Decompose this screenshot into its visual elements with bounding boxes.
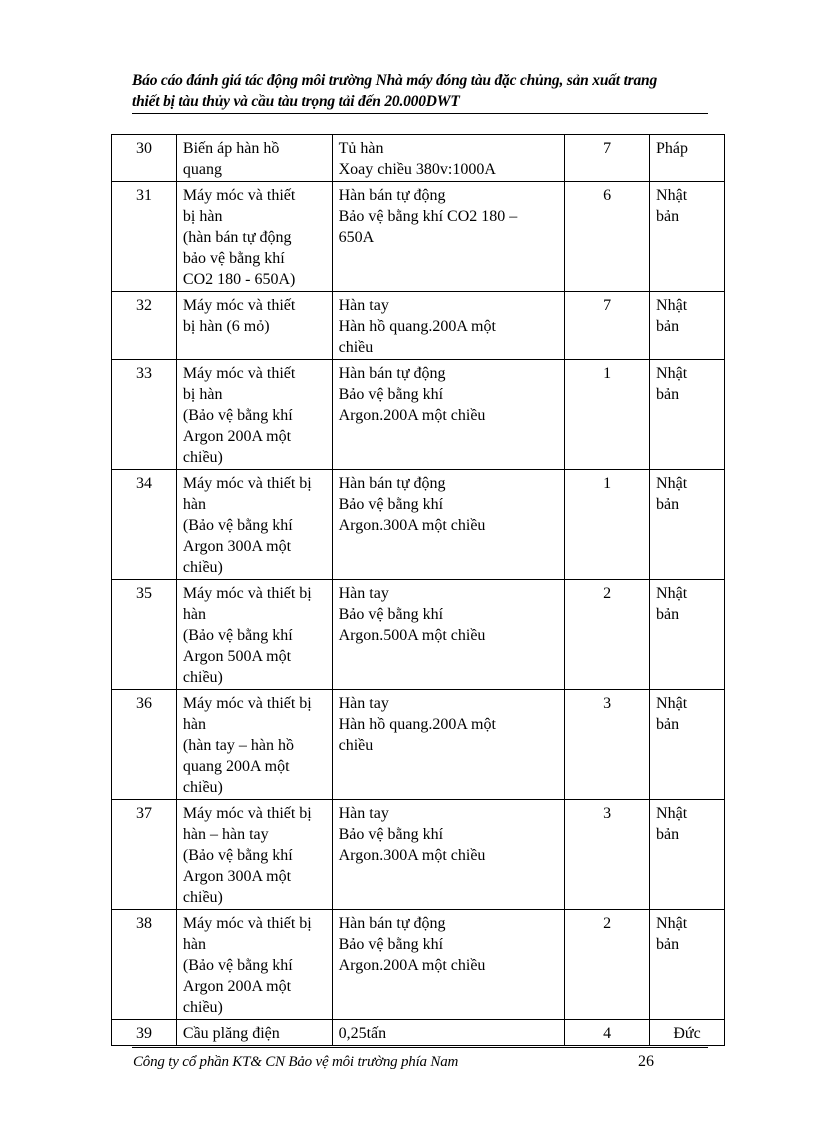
quantity-cell: 3 [565, 800, 650, 910]
table-row [112, 690, 725, 800]
document-header [132, 70, 708, 112]
quantity-cell: 3 [565, 690, 650, 800]
specification-cell [332, 182, 565, 292]
origin-cell-line: Nhật [656, 297, 688, 314]
specification-cell-line: Bảo vệ bằng khí [338, 936, 444, 953]
specification-cell [332, 690, 565, 800]
table-row [112, 910, 725, 1020]
specification-cell [332, 135, 565, 182]
equipment-name-cell [176, 182, 332, 292]
equipment-name-cell-line: hàn – hàn tay [182, 826, 269, 843]
specification-cell-line: Argon.300A một chiều [338, 847, 486, 864]
origin-cell [650, 470, 725, 580]
specification-cell-line: 0,25tấn [338, 1025, 387, 1042]
specification-cell [332, 800, 565, 910]
quantity-cell: 2 [565, 910, 650, 1020]
page-number: 26 [638, 1053, 654, 1070]
equipment-name-cell-line: Argon 300A một [182, 538, 292, 555]
row-number-cell: 33 [112, 360, 177, 470]
equipment-name-cell-line: bị hàn (6 mỏ) [182, 318, 270, 335]
row-number-cell: 38 [112, 910, 177, 1020]
equipment-name-cell [176, 292, 332, 360]
equipment-name-cell [176, 360, 332, 470]
equipment-name-cell-line: (Bảo vệ bằng khí [182, 957, 293, 974]
origin-cell [650, 182, 725, 292]
origin-cell [650, 910, 725, 1020]
row-number-cell: 30 [112, 135, 177, 182]
quantity-cell: 7 [565, 135, 650, 182]
specification-cell-line: Bảo vệ bằng khí CO2 180 – [338, 208, 518, 225]
specification-cell-line: Bảo vệ bằng khí [338, 606, 444, 623]
equipment-name-cell-line: bảo vệ bằng khí [182, 250, 285, 267]
specification-cell-line: Argon.200A một chiều [338, 407, 486, 424]
specification-cell-line: Argon.200A một chiều [338, 957, 486, 974]
table-row [112, 800, 725, 910]
origin-cell-line: Nhật [656, 585, 688, 602]
equipment-name-cell [176, 690, 332, 800]
equipment-name-cell-line: (hàn tay – hàn hồ [182, 737, 294, 754]
equipment-name-cell-line: Máy móc và thiết [182, 365, 296, 382]
equipment-name-cell-line: hàn [182, 716, 206, 733]
origin-cell [650, 690, 725, 800]
origin-cell [650, 580, 725, 690]
header-divider [132, 113, 708, 114]
equipment-name-cell-line: (Bảo vệ bằng khí [182, 627, 293, 644]
quantity-cell: 2 [565, 580, 650, 690]
specification-cell [332, 1020, 565, 1046]
equipment-name-cell-line: Argon 500A một [182, 648, 292, 665]
row-number-cell: 34 [112, 470, 177, 580]
equipment-name-cell-line: (Bảo vệ bằng khí [182, 847, 293, 864]
equipment-name-cell-line: bị hàn [182, 208, 223, 225]
specification-cell-line: Tủ hàn [338, 140, 384, 157]
equipment-name-cell-line: Argon 200A một [182, 978, 292, 995]
table-row [112, 1020, 725, 1046]
row-number-cell: 39 [112, 1020, 177, 1046]
specification-cell-line: Argon.300A một chiều [338, 517, 486, 534]
equipment-name-cell-line: Biến áp hàn hồ [182, 140, 280, 157]
equipment-name-cell [176, 580, 332, 690]
equipment-name-cell-line: Cầu plăng điện [182, 1025, 280, 1042]
origin-cell-line: bản [656, 716, 680, 733]
quantity-cell: 4 [565, 1020, 650, 1046]
equipment-name-cell-line: hàn [182, 606, 206, 623]
specification-cell [332, 292, 565, 360]
specification-cell [332, 910, 565, 1020]
equipment-name-cell-line: hàn [182, 496, 206, 513]
specification-cell-line: 650A [338, 229, 375, 246]
origin-cell-line: bản [656, 386, 680, 403]
equipment-name-cell-line: hàn [182, 936, 206, 953]
equipment-name-cell [176, 800, 332, 910]
table-row [112, 182, 725, 292]
header-title-line-1: Báo cáo đánh giá tác động môi trường Nhà máy đóng tàu đặc chủng, sản xuất trang [132, 72, 658, 89]
origin-cell [650, 1020, 725, 1046]
equipment-name-cell-line: CO2 180 - 650A) [182, 271, 296, 288]
equipment-name-cell-line: chiều) [182, 999, 223, 1016]
equipment-name-cell-line: (hàn bán tự động [182, 229, 292, 246]
equipment-name-cell-line: chiều) [182, 559, 223, 576]
origin-cell-line: Nhật [656, 475, 688, 492]
equipment-name-cell-line: Máy móc và thiết bị [182, 915, 312, 932]
row-number-cell: 36 [112, 690, 177, 800]
table-row [112, 580, 725, 690]
table-row [112, 135, 725, 182]
specification-cell-line: Bảo vệ bằng khí [338, 826, 444, 843]
row-number-cell: 37 [112, 800, 177, 910]
specification-cell-line: Hàn tay [338, 297, 389, 314]
equipment-name-cell-line: (Bảo vệ bằng khí [182, 517, 293, 534]
row-number-cell: 35 [112, 580, 177, 690]
equipment-name-cell-line: chiều) [182, 779, 223, 796]
equipment-name-cell-line: Máy móc và thiết bị [182, 585, 312, 602]
equipment-table [111, 134, 725, 1046]
specification-cell-line: Hàn hồ quang.200A một [338, 716, 496, 733]
equipment-name-cell-line: Argon 300A một [182, 868, 292, 885]
specification-cell [332, 580, 565, 690]
equipment-name-cell-line: Máy móc và thiết [182, 297, 296, 314]
specification-cell-line: Hàn tay [338, 805, 389, 822]
specification-cell-line: Hàn tay [338, 585, 389, 602]
equipment-table-body [112, 135, 725, 1046]
origin-cell-line: Nhật [656, 695, 688, 712]
equipment-name-cell-line: (Bảo vệ bằng khí [182, 407, 293, 424]
origin-cell-line: Đức [673, 1025, 701, 1042]
row-number-cell: 31 [112, 182, 177, 292]
origin-cell-line: Nhật [656, 187, 688, 204]
specification-cell-line: chiều [338, 339, 374, 356]
specification-cell-line: Argon.500A một chiều [338, 627, 486, 644]
origin-cell-line: bản [656, 606, 680, 623]
origin-cell [650, 292, 725, 360]
equipment-name-cell [176, 135, 332, 182]
table-row [112, 360, 725, 470]
origin-cell [650, 135, 725, 182]
origin-cell-line: Nhật [656, 365, 688, 382]
origin-cell-line: Pháp [656, 140, 689, 157]
quantity-cell: 7 [565, 292, 650, 360]
specification-cell [332, 470, 565, 580]
table-row [112, 292, 725, 360]
specification-cell-line: Hàn bán tự động [338, 915, 446, 932]
origin-cell-line: Nhật [656, 805, 688, 822]
row-number-cell: 32 [112, 292, 177, 360]
table-row [112, 470, 725, 580]
specification-cell-line: chiều [338, 737, 374, 754]
equipment-name-cell [176, 910, 332, 1020]
specification-cell-line: Bảo vệ bằng khí [338, 386, 444, 403]
footer-company: Công ty cổ phần KT& CN Bảo vệ môi trường phía Nam [133, 1054, 459, 1070]
quantity-cell: 6 [565, 182, 650, 292]
specification-cell-line: Xoay chiều 380v:1000A [338, 161, 496, 178]
specification-cell-line: Hàn bán tự động [338, 475, 446, 492]
specification-cell-line: Bảo vệ bằng khí [338, 496, 444, 513]
origin-cell-line: bản [656, 318, 680, 335]
specification-cell-line: Hàn hồ quang.200A một [338, 318, 496, 335]
origin-cell-line: bản [656, 496, 680, 513]
equipment-name-cell-line: Máy móc và thiết [182, 187, 296, 204]
equipment-name-cell-line: chiều) [182, 889, 223, 906]
specification-cell-line: Hàn bán tự động [338, 365, 446, 382]
equipment-name-cell-line: Argon 200A một [182, 428, 292, 445]
origin-cell-line: bản [656, 936, 680, 953]
header-title-line-2: thiết bị tàu thủy và cầu tàu trọng tải đến 20.000DWT [132, 93, 460, 110]
equipment-name-cell-line: Máy móc và thiết bị [182, 695, 312, 712]
equipment-name-cell-line: chiều) [182, 669, 223, 686]
origin-cell [650, 800, 725, 910]
specification-cell [332, 360, 565, 470]
equipment-name-cell-line: bị hàn [182, 386, 223, 403]
specification-cell-line: Hàn tay [338, 695, 389, 712]
equipment-name-cell-line: quang [182, 161, 222, 178]
specification-cell-line: Hàn bán tự động [338, 187, 446, 204]
equipment-name-cell-line: Máy móc và thiết bị [182, 805, 312, 822]
equipment-name-cell-line: Máy móc và thiết bị [182, 475, 312, 492]
equipment-name-cell [176, 470, 332, 580]
equipment-name-cell-line: quang 200A một [182, 758, 290, 775]
origin-cell-line: bản [656, 208, 680, 225]
quantity-cell: 1 [565, 360, 650, 470]
equipment-name-cell [176, 1020, 332, 1046]
footer-divider [132, 1047, 708, 1048]
origin-cell-line: bản [656, 826, 680, 843]
origin-cell [650, 360, 725, 470]
quantity-cell: 1 [565, 470, 650, 580]
origin-cell-line: Nhật [656, 915, 688, 932]
equipment-name-cell-line: chiều) [182, 449, 223, 466]
